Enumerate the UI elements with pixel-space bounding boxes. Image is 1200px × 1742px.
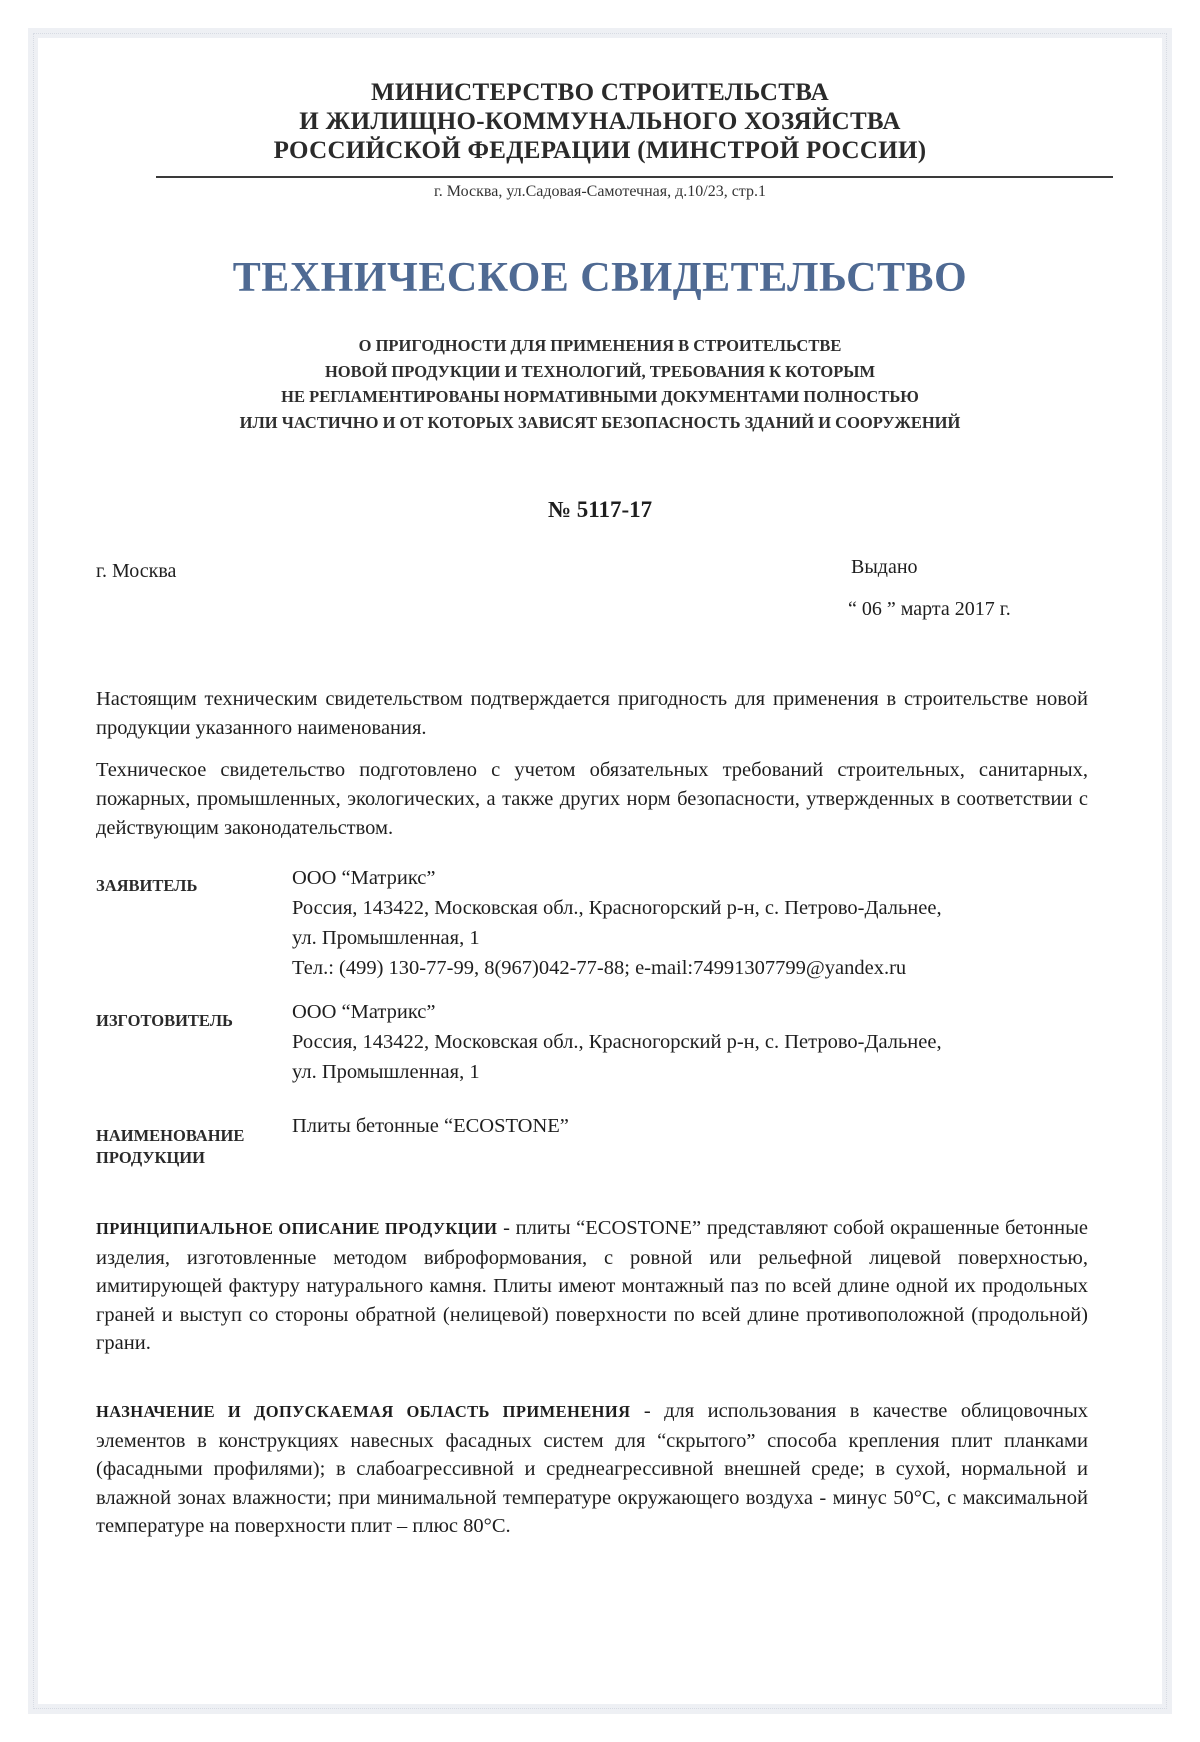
description-text: - плиты “ECOSTONE” представляют собой окрашенные бетонные изделия, изготовленные методом виброформования, с ровной или рельефной лицевой поверхностью, имитирующей фактуру натурального камня. Плиты имеют монтажный паз по всей длине одной их продольных граней и выступ со стороны обратной (нелицевой) поверхности по всей длине противоположной (продольной) грани. bbox=[96, 1217, 1088, 1354]
manufacturer-label: ИЗГОТОВИТЕЛЬ bbox=[96, 1011, 233, 1030]
subtitle-line: НОВОЙ ПРОДУКЦИИ И ТЕХНОЛОГИЙ, ТРЕБОВАНИЯ К КОТОРЫМ bbox=[324, 361, 876, 381]
issued-label: Выдано bbox=[851, 556, 918, 578]
scope-text: - для использования в качестве облицовочных элементов в конструкциях навесных фасадных систем для “скрытого” способа крепления плит планками (фасадными профилями); в слабоагрессивной и среднеагрессивной внешней среде; в сухой, нормальной и влажной зонах влажности; при минимальной температуре окружающего воздуха - минус 50°C, с максимальной температуре на поверхности плит – плюс 80°C. bbox=[96, 1400, 1088, 1537]
product-label bbox=[96, 1125, 244, 1169]
applicant-details bbox=[292, 863, 1092, 983]
issued-date: “ 06 ” марта 2017 г. bbox=[848, 598, 1011, 620]
applicant-line: Тел.: (499) 130-77-99, 8(967)042-77-88; e-mail:74991307799@yandex.ru bbox=[292, 957, 907, 979]
subtitle-line: ИЛИ ЧАСТИЧНО И ОТ КОТОРЫХ ЗАВИСЯТ БЕЗОПАСНОСТЬ ЗДАНИЙ И СООРУЖЕНИЙ bbox=[239, 412, 961, 432]
document-subtitle bbox=[0, 333, 1200, 435]
header-divider bbox=[156, 176, 1113, 178]
manufacturer-line: ООО “Матрикс” bbox=[292, 1001, 436, 1023]
product-label-line: НАИМЕНОВАНИЕ bbox=[96, 1126, 245, 1145]
ministry-line: РОССИЙСКОЙ ФЕДЕРАЦИИ (МИНСТРОЙ РОССИИ) bbox=[273, 137, 927, 164]
ministry-header bbox=[0, 78, 1200, 165]
application-scope bbox=[96, 1397, 1088, 1541]
product-description bbox=[96, 1214, 1088, 1358]
applicant-line: Россия, 143422, Московская обл., Красногорский р-н, с. Петрово-Дальнее, bbox=[292, 897, 942, 919]
ministry-address: г. Москва, ул.Садовая-Самотечная, д.10/23, стр.1 bbox=[434, 183, 766, 200]
document-title: ТЕХНИЧЕСКОЕ СВИДЕТЕЛЬСТВО bbox=[232, 255, 968, 301]
product-label-line: ПРОДУКЦИИ bbox=[96, 1148, 205, 1167]
applicant-label: ЗАЯВИТЕЛЬ bbox=[96, 876, 198, 895]
requirements-paragraph: Техническое свидетельство подготовлено с учетом обязательных требований строительных, санитарных, пожарных, промышленных, экологических, а также других норм безопасности, утвержденных в соответствии с действующим законодательством. bbox=[96, 759, 1088, 839]
scope-heading: НАЗНАЧЕНИЕ И ДОПУСКАЕМАЯ ОБЛАСТЬ ПРИМЕНЕНИЯ bbox=[96, 1402, 631, 1421]
subtitle-line: НЕ РЕГЛАМЕНТИРОВАНЫ НОРМАТИВНЫМИ ДОКУМЕНТАМИ ПОЛНОСТЬЮ bbox=[281, 387, 919, 406]
ministry-line: И ЖИЛИЩНО-КОММУНАЛЬНОГО ХОЗЯЙСТВА bbox=[299, 108, 901, 135]
subtitle-line: О ПРИГОДНОСТИ ДЛЯ ПРИМЕНЕНИЯ В СТРОИТЕЛЬСТВЕ bbox=[358, 336, 842, 355]
ministry-line: МИНИСТЕРСТВО СТРОИТЕЛЬСТВА bbox=[371, 79, 829, 106]
applicant-line: ООО “Матрикс” bbox=[292, 867, 436, 889]
manufacturer-line: ул. Промышленная, 1 bbox=[292, 1061, 480, 1083]
intro-paragraph: Настоящим техническим свидетельством подтверждается пригодность для применения в строительстве новой продукции указанного наименования. bbox=[96, 688, 1088, 739]
certificate-number: № 5117-17 bbox=[547, 497, 653, 522]
applicant-line: ул. Промышленная, 1 bbox=[292, 927, 480, 949]
issue-city: г. Москва bbox=[96, 560, 177, 582]
product-name: Плиты бетонные “ECOSTONE” bbox=[292, 1115, 569, 1137]
description-heading: ПРИНЦИПИАЛЬНОЕ ОПИСАНИЕ ПРОДУКЦИИ bbox=[96, 1219, 498, 1238]
manufacturer-details bbox=[292, 997, 1092, 1087]
manufacturer-line: Россия, 143422, Московская обл., Красногорский р-н, с. Петрово-Дальнее, bbox=[292, 1031, 942, 1053]
